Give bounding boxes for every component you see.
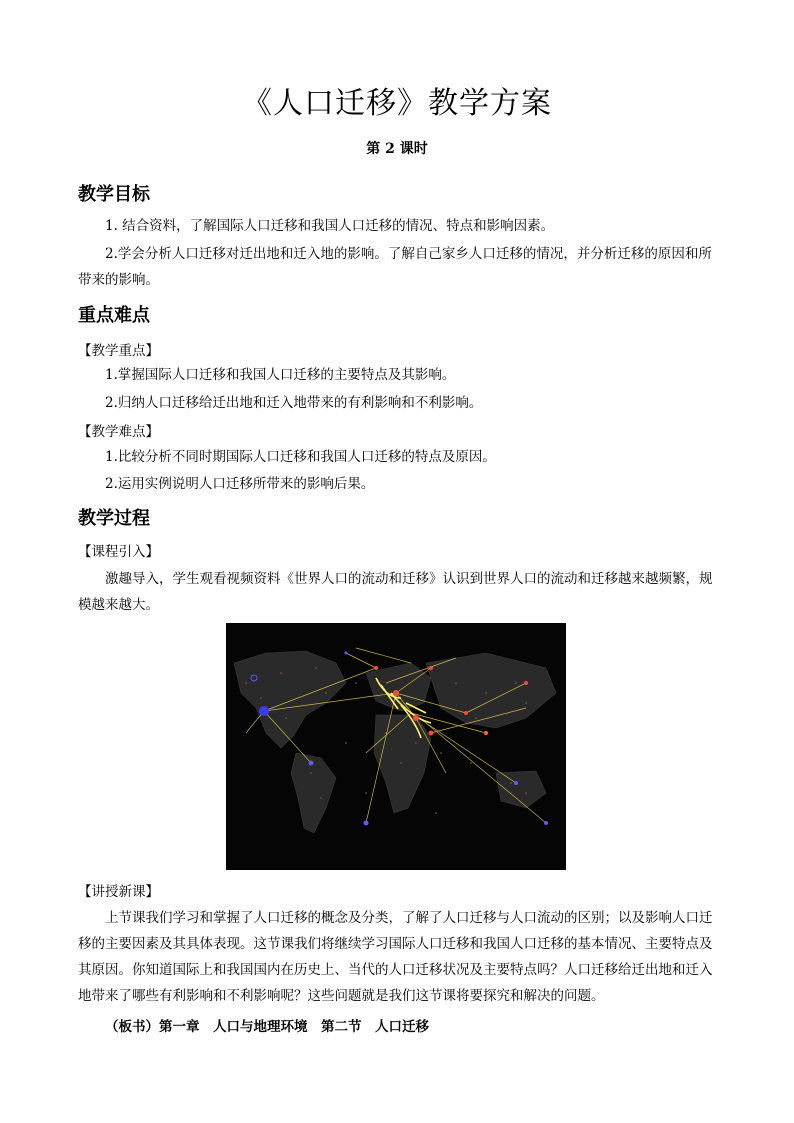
difficulty-item-1: 1.比较分析不同时期国际人口迁移和我国人口迁移的特点及原因。 <box>105 449 496 465</box>
lecture-paragraph: 上节课我们学习和掌握了人口迁移的概念及分类，了解了人口迁移与人口流动的区别；以及影响人口迁移的主要因素及其具体表现。这节课我们将继续学习国际人口迁移和我国人口迁移的基本情况、主要特点及其原因。你知道国际上和我国国内在历史上、当代的人口迁移状况及主要特点吗？人口迁移给迁出地和迁入地带来了哪些有利影响和不利影响呢？这些问题就是我们这节课将要探究和解决的问题。 <box>78 910 713 1004</box>
label-difficulty: 【教学难点】 <box>78 424 159 440</box>
focus-item-1: 1.掌握国际人口迁移和我国人口迁移的主要特点及其影响。 <box>105 367 456 383</box>
board-writing: （板书）第一章 人口与地理环境 第二节 人口迁移 <box>105 1019 429 1035</box>
label-focus: 【教学重点】 <box>78 343 159 359</box>
heading-keypoints: 重点难点 <box>78 305 150 326</box>
label-intro: 【课程引入】 <box>78 544 159 560</box>
difficulty-item-2: 2.运用实例说明人口迁移所带来的影响后果。 <box>105 476 375 492</box>
page-title: 《人口迁移》教学方案 <box>242 86 552 121</box>
focus-item-2: 2.归纳人口迁移给迁出地和迁入地带来的有利影响和不利影响。 <box>105 395 483 411</box>
world-map-graphic <box>226 623 566 870</box>
heading-process: 教学过程 <box>78 508 150 529</box>
goal-item-1: 1. 结合资料，了解国际人口迁移和我国人口迁移的情况、特点和影响因素。 <box>105 218 555 234</box>
world-migration-map <box>226 623 566 870</box>
heading-goals: 教学目标 <box>78 184 150 205</box>
goal-item-2: 2.学会分析人口迁移对迁出地和迁入地的影响。了解自己家乡人口迁移的情况，并分析迁移的原因和所带来的影响。 <box>78 246 712 288</box>
lesson-subtitle: 第 2 课时 <box>366 141 428 157</box>
intro-paragraph: 激趣导入，学生观看视频资料《世界人口的流动和迁移》认识到世界人口的流动和迁移越来越频繁，规模越来越大。 <box>78 571 713 613</box>
label-lecture: 【讲授新课】 <box>78 884 159 900</box>
